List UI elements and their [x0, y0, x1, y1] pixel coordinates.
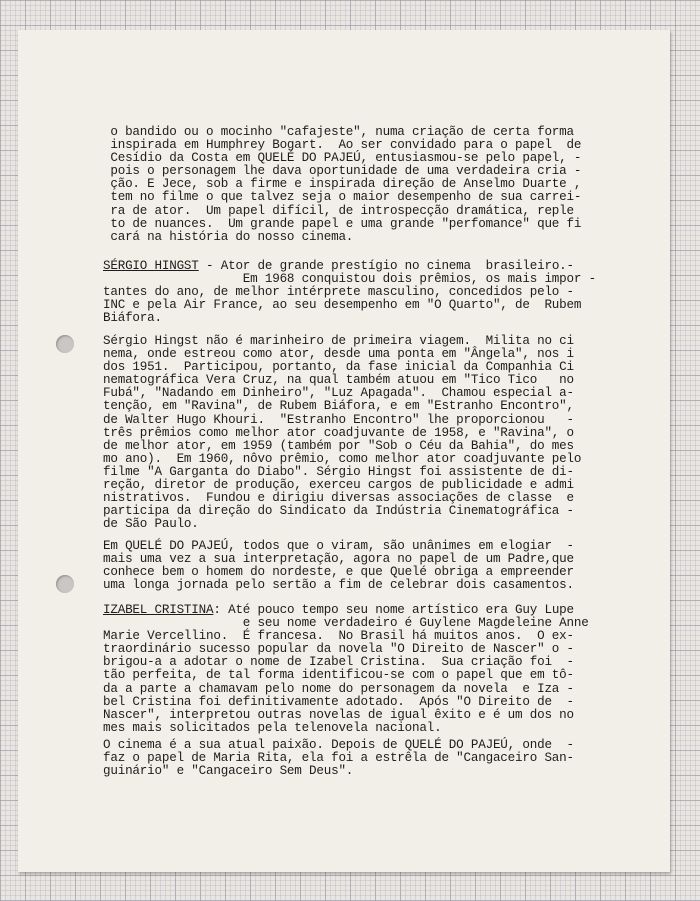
text-line: de São Paulo. — [103, 517, 199, 532]
punch-hole — [56, 335, 74, 353]
text-line: faz o papel de Maria Rita, ela foi a estrêla de "Cangaceiro San- — [103, 751, 574, 766]
text-line: Marie Vercellino. É francesa. No Brasil há muitos anos. O ex- — [103, 629, 574, 644]
text-line: guinário" e "Cangaceiro Sem Deus". — [103, 764, 354, 779]
text-line: três prêmios como melhor ator coadjuvante de 1958, e "Ravina", o — [103, 425, 574, 440]
text-line: Fubá", "Nadando em Dinheiro", "Luz Apagada". Chamou especial a- — [103, 386, 574, 401]
text-line: Nascer", interpretou outras novelas de igual êxito e é um dos no — [103, 707, 574, 722]
text-line: pois o personagem lhe dava oportunidade de uma verdadeira cria - — [103, 164, 582, 179]
text-line: tão perfeita, de tal forma identificou-se com o papel que em tô- — [103, 668, 574, 683]
text-line: brigou-a a adotar o nome de Izabel Cristina. Sua criação foi - — [103, 655, 574, 670]
text-line: Sérgio Hingst não é marinheiro de primeira viagem. Milita no ci — [103, 334, 574, 348]
text-line: tem no filme o que talvez seja o maior desempenho de sua carrei- — [103, 190, 582, 205]
text-line: O cinema é a sua atual paixão. Depois de QUELÉ DO PAJEÚ, onde - — [103, 738, 574, 752]
text-line: de Walter Hugo Khouri. "Estranho Encontro" lhe proporcionou - — [103, 412, 574, 427]
text-line: INC e pela Air France, ao seu desempenho em "O Quarto", de Rubem — [103, 298, 582, 313]
section-name: IZABEL CRISTINA — [103, 603, 214, 617]
paragraph-sergio-hingst-career — [103, 335, 581, 531]
text-line: ção. E Jece, sob a firme e inspirada direção de Anselmo Duarte , — [103, 177, 582, 192]
text-line: tenção, em "Ravina", de Rubem Biáfora, e em "Estranho Encontro", — [103, 399, 574, 414]
section-intro-text: - Ator de grande prestígio no cinema brasileiro.- — [198, 259, 574, 273]
section-name: SÉRGIO HINGST — [103, 259, 199, 273]
text-line: de melhor ator, em 1959 (também por "Sob o Céu da Bahia", do mes — [103, 438, 574, 453]
text-line: filme "A Garganta do Diabo". Sérgio Hingst foi assistente de di- — [103, 464, 574, 479]
text-line: bel Cristina foi definitivamente adotado. Após "O Direito de - — [103, 694, 574, 709]
text-line: conhece bem o homem do nordeste, e que Quelé obriga a empreender — [103, 565, 574, 580]
punch-hole — [56, 575, 74, 593]
text-line: e seu nome verdadeiro é Guylene Magdeleine Anne — [103, 616, 589, 631]
text-line: traordinário sucesso popular da novela "O Direito de Nascer" o - — [103, 642, 574, 657]
text-line: Em QUELÉ DO PAJEÚ, todos que o viram, são unânimes em elogiar - — [103, 539, 574, 553]
text-line: nema, onde estreou como ator, desde uma ponta em "Ângela", nos i — [103, 347, 574, 362]
paragraph-sergio-hingst-quele — [103, 540, 574, 592]
text-line: da a parte a chamavam pelo nome do personagem da novela e Iza - — [103, 681, 574, 696]
text-line: to de nuances. Um grande papel e uma grande "perfomance" que fi — [103, 216, 582, 231]
text-line: Em 1968 conquistou dois prêmios, os mais impor - — [103, 272, 596, 287]
text-line: participa da direção do Sindicato da Indústria Cinematográfica - — [103, 504, 574, 519]
text-line: reção, diretor de produção, exerceu cargos de publicidade e admi — [103, 478, 574, 493]
text-line: mes mais solicitados pela telenovela nacional. — [103, 720, 442, 735]
text-line: Cesídio da Costa em QUELÉ DO PAJEÚ, entusiasmou-se pelo papel, - — [103, 151, 582, 166]
text-line: tantes do ano, de melhor intérprete masculino, concedidos pelo - — [103, 285, 574, 300]
text-line: ra de ator. Um papel difícil, de introspecção dramática, reple — [103, 203, 574, 218]
text-line: inspirada em Humphrey Bogart. Ao ser convidado para o papel de — [103, 138, 582, 153]
text-line: uma longa jornada pelo sertão a fim de celebrar dois casamentos. — [103, 578, 574, 593]
text-line: mo ano). Em 1960, nôvo prêmio, como melhor ator coadjuvante pelo — [103, 451, 582, 466]
section-intro-text: : Até pouco tempo seu nome artístico era Guy Lupe — [213, 603, 574, 617]
text-line: o bandido ou o mocinho "cafajeste", numa criação de certa forma — [103, 125, 574, 139]
text-line: nematográfica Vera Cruz, na qual também atuou em "Tico Tico no — [103, 373, 574, 388]
paragraph-izabel-cristina — [103, 604, 589, 735]
text-line: nistrativos. Fundou e dirigiu diversas associações de classe e — [103, 491, 574, 506]
paragraph-jece — [103, 126, 581, 244]
paragraph-izabel-cristina-cinema — [103, 739, 574, 778]
text-line: Biáfora. — [103, 311, 162, 326]
text-line: dos 1951. Participou, portanto, da fase inicial da Companhia Ci — [103, 360, 574, 375]
paragraph-sergio-hingst-intro — [103, 260, 596, 325]
text-line: mais uma vez a sua interpretação, agora no papel de um Padre,que — [103, 552, 574, 567]
text-line: cará na história do nosso cinema. — [103, 229, 354, 244]
typewritten-page — [18, 30, 670, 872]
